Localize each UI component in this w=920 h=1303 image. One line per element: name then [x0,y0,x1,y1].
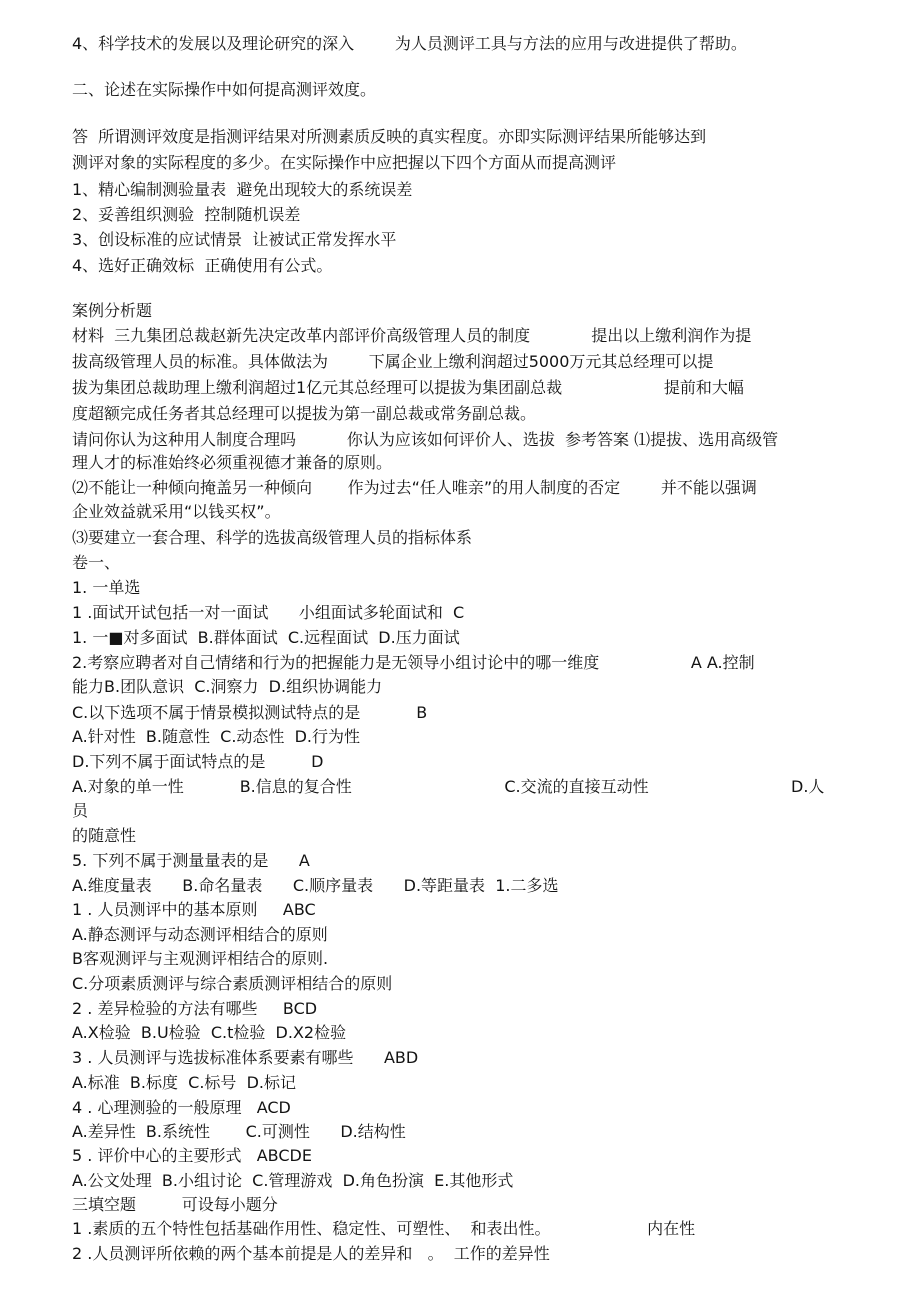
text-line: 拔为集团总裁助理上缴利润超过1亿元其总经理可以提拔为集团副总裁 提前和大幅 [72,378,744,397]
text-line: 的随意性 [72,826,137,845]
text-line: 3、创设标准的应试情景 让被试正常发挥水平 [72,230,397,249]
text-line: 4、科学技术的发展以及理论研究的深入 为人员测评工具与方法的应用与改进提供了帮助。 [72,34,747,53]
options-line: A.针对性 B.随意性 C.动态性 D.行为性 [72,727,360,746]
options-line: A.公文处理 B.小组讨论 C.管理游戏 D.角色扮演 E.其他形式 [72,1171,514,1190]
text-line: 企业效益就采用“以钱买权”。 [72,502,281,521]
options-line: A.对象的单一性 B.信息的复合性 C.交流的直接互动性 D.人 [72,777,825,796]
question-line: 2.考察应聘者对自己情绪和行为的把握能力是无领导小组讨论中的哪一维度 A A.控制 [72,653,755,672]
text-line: 1、精心编制测验量表 避免出现较大的系统误差 [72,180,413,199]
question-line: C.以下选项不属于情景模拟测试特点的是 B [72,703,428,722]
text-line: 测评对象的实际程度的多少。在实际操作中应把握以下四个方面从而提高测评 [72,153,617,172]
text-line: 2、妥善组织测验 控制随机误差 [72,205,301,224]
text-line: 理人才的标准始终必须重视德才兼备的原则。 [72,453,393,472]
text-line: 答 所谓测评效度是指测评结果对所测素质反映的真实程度。亦即实际测评结果所能够达到 [72,127,707,146]
options-line: B客观测评与主观测评相结合的原则. [72,949,329,968]
text-line: 材料 三九集团总裁赵新先决定改革内部评价高级管理人员的制度 提出以上缴利润作为提 [72,326,752,345]
options-line: 1. 一■对多面试 B.群体面试 C.远程面试 D.压力面试 [72,628,460,647]
options-line: A.维度量表 B.命名量表 C.顺序量表 D.等距量表 1.二多选 [72,876,559,895]
options-line: C.分项素质测评与综合素质测评相结合的原则 [72,974,393,993]
options-line: 能力B.团队意识 C.洞察力 D.组织协调能力 [72,677,383,696]
section-heading: 案例分析题 [72,301,153,320]
section-heading: 三填空题 可设每小题分 [72,1195,278,1214]
options-line: A.X检验 B.U检验 C.t检验 D.X2检验 [72,1023,347,1042]
text-line: ⑵不能让一种倾向掩盖另一种倾向 作为过去“任人唯亲”的用人制度的否定 并不能以强调 [72,478,757,497]
options-line: A.标准 B.标度 C.标号 D.标记 [72,1073,296,1092]
question-line: 2 . 差异检验的方法有哪些 BCD [72,999,318,1018]
question-line: 5. 下列不属于测量量表的是 A [72,851,310,870]
question-line: 3 . 人员测评与选拔标准体系要素有哪些 ABD [72,1048,419,1067]
section-heading: 1. 一单选 [72,578,141,597]
question-line: 5 . 评价中心的主要形式 ABCDE [72,1146,312,1165]
question-line: 1 .面试开试包括一对一面试 小组面试多轮面试和 C [72,603,465,622]
question-line: 2 .人员测评所依赖的两个基本前提是人的差异和 。 工作的差异性 [72,1244,550,1263]
question-line: D.下列不属于面试特点的是 D [72,752,324,771]
text-line: 员 [72,801,89,820]
options-line: A.差异性 B.系统性 C.可测性 D.结构性 [72,1122,406,1141]
section-heading: 二、论述在实际操作中如何提高测评效度。 [72,80,377,99]
text-line: 4、选好正确效标 正确使用有公式。 [72,256,333,275]
options-line: A.静态测评与动态测评相结合的原则 [72,925,328,944]
section-heading: 卷一、 [72,553,121,572]
text-line: ⑶要建立一套合理、科学的选拔高级管理人员的指标体系 [72,528,473,547]
question-line: 1 .素质的五个特性包括基础作用性、稳定性、可塑性、 和表出性。 内在性 [72,1219,696,1238]
text-line: 拔高级管理人员的标准。具体做法为 下属企业上缴利润超过5000万元其总经理可以提 [72,352,714,371]
question-line: 1 . 人员测评中的基本原则 ABC [72,900,316,919]
text-line: 请问你认为这种用人制度合理吗 你认为应该如何评价人、选拔 参考答案 ⑴提拔、选用高级管 [72,430,779,449]
text-line: 度超额完成任务者其总经理可以提拔为第一副总裁或常务副总裁。 [72,404,537,423]
question-line: 4 . 心理测验的一般原理 ACD [72,1098,291,1117]
